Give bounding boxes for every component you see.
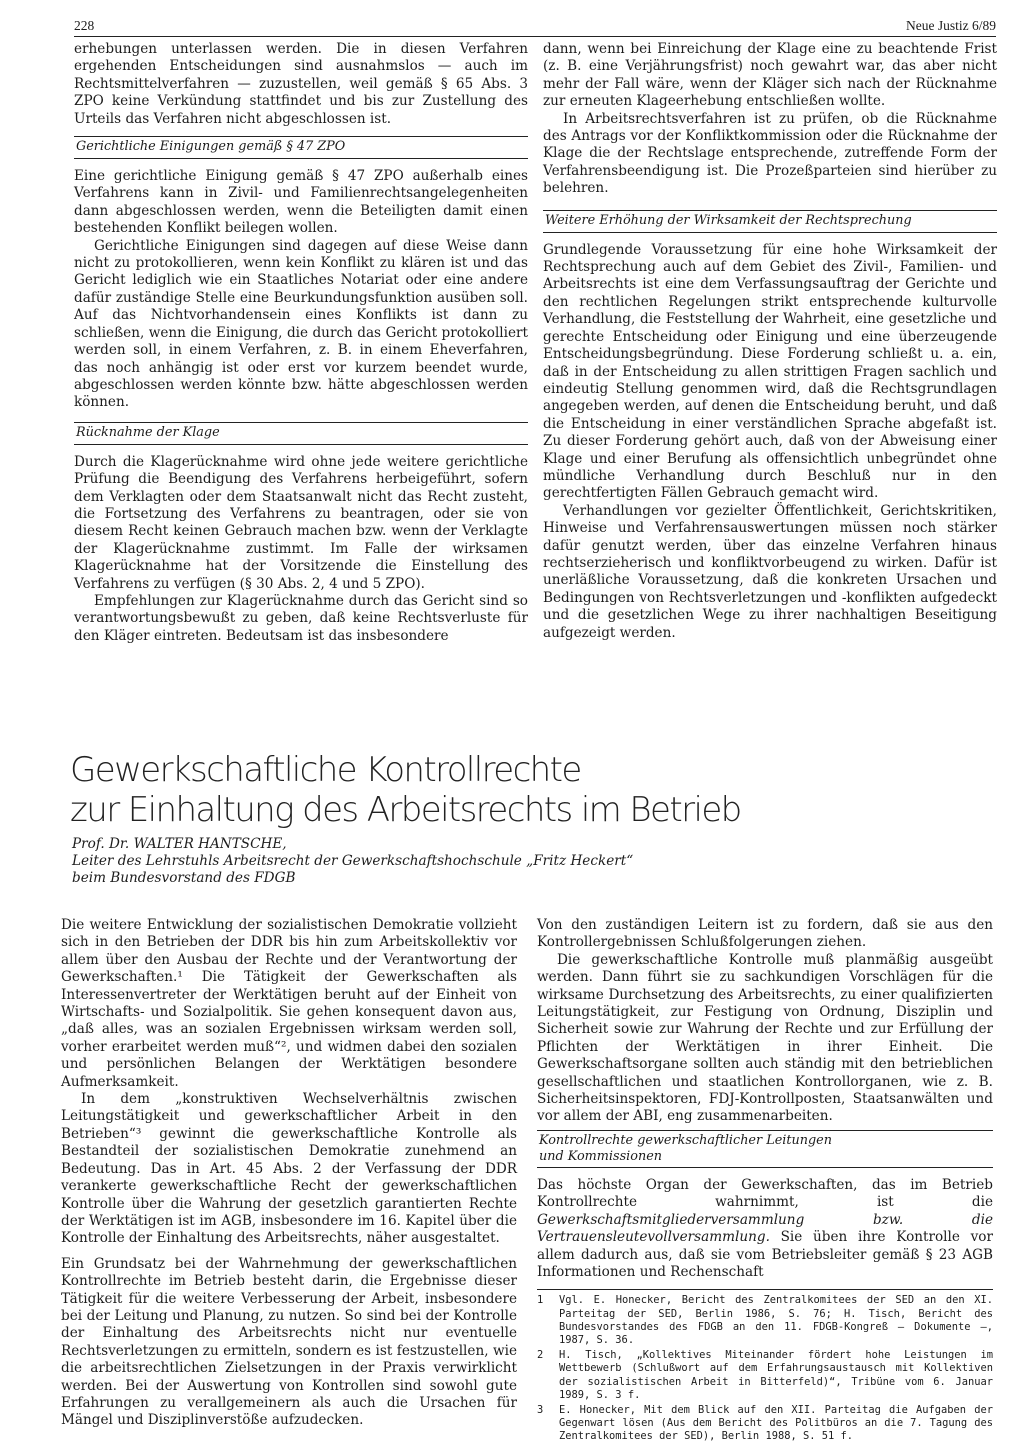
section-heading <box>537 1130 993 1168</box>
paragraph: Durch die Klagerücknahme wird ohne jede weitere gerichtliche Prüfung die Beendigung des Verfahrens herbeigeführt, sofern dem Verklagten oder dem Staatsanwalt nicht das Recht zusteht, die Fortsetzung des Verfahrens zu beantragen, oder sie von diesem Recht keinen Gebrauch machen bzw. wenn der Verklagte der Klagerücknahme zustimmt. Im Falle der wirksamen Klagerücknahme hat der Vorsitzende die Einstellung des Verfahrens zu verfügen (§ 30 Abs. 2, 4 und 5 ZPO). <box>74 453 528 592</box>
section-heading: Rücknahme der Klage <box>74 422 528 445</box>
paragraph: In dem „konstruktiven Wechselverhältnis zwischen Leitungstätigkeit und gewerkschaftlicher Arbeit in den Betrieben“³ gewinnt die gewerkschaftliche Kontrolle als Bestandteil der sozialistischen Demokratie zunehmend an Bedeutung. Das in Art. 45 Abs. 2 der Verfassung der DDR verankerte gewerkschaftliche Recht der gewerkschaftlichen Kontrolle über die Wahrung der gesetzlich garantierten Rechte der Werktätigen ist im AGB, insbesondere im 16. Kapitel über die Kontrolle der Einhaltung des Arbeitsrechts, näher ausgestaltet. <box>61 1091 517 1247</box>
footnote <box>537 1349 993 1402</box>
paragraph: Empfehlungen zur Klagerücknahme durch das Gericht sind so verantwortungsbewußt zu geben, daß keine Rechtsverluste für den Kläger eintreten. Bedeutsam ist das insbesondere <box>74 592 528 644</box>
article-title-line: Gewerkschaftliche Kontrollrechte <box>70 750 581 790</box>
footnote-number: 2 <box>537 1349 544 1362</box>
bottom-right-column <box>537 917 993 1446</box>
top-left-column <box>74 41 528 645</box>
section-heading-line: und Kommissionen <box>539 1148 663 1164</box>
bottom-left-column <box>61 917 517 1430</box>
paragraph: Die weitere Entwicklung der sozialistischen Demokratie vollzieht sich in den Betrieben der DDR bis hin zum Arbeitskollektiv vor allem über den Ausbau der Rechte und der Verantwortung der Gewerkschaften.¹ Die Tätigkeit der Gewerkschaften als Interessenvertreter der Werktätigen beruht auf der Einheit von Wirtschafts- und Sozialpolitik. Sie gehen konsequent davon aus, „daß alles, was an sozialen Ergebnissen wirksam werden soll, vorher erarbeitet werden muß“², und widmen dabei den sozialen und persönlichen Belangen der Werktätigen besondere Aufmerksamkeit. <box>61 917 517 1090</box>
footnote-text: E. Honecker, Mit dem Blick auf den XII. Parteitag die Aufgaben der Gegenwart lösen (Aus dem Bericht des Politbüros an die 7. Tagung des Zentralkomitees der SED), Berlin 1988, S. 51 f. <box>559 1403 993 1443</box>
page-number: 228 <box>74 18 95 33</box>
footnote-number: 3 <box>537 1403 544 1416</box>
article-title-line: zur Einhaltung des Arbeitsrechts im Betrieb <box>70 790 741 830</box>
author-affiliation: beim Bundesvorstand des FDGB <box>72 870 296 887</box>
paragraph: erhebungen unterlassen werden. Die in diesen Verfahren ergehenden Entscheidungen sind ausnahmslos — auch im Rechtsmittelverfahren — zuzustellen, weil gemäß § 65 Abs. 3 ZPO keine Verkündung stattfindet und bis zur Zustellung des Urteils das Verfahren nicht abgeschlossen ist. <box>74 41 528 127</box>
footnotes <box>537 1289 993 1443</box>
paragraph: Die gewerkschaftliche Kontrolle muß planmäßig ausgeübt werden. Dann führt sie zu sachkundigen Vorschlägen für die wirksame Durchsetzung des Arbeitsrechts, zu einer qualifizierten Leitungstätigkeit, zur Festigung von Ordnung, Disziplin und Sicherheit sowie zur Wahrung der Rechte und zur Erfüllung der Pflichten der Werktätigen in ihrer Einheit. Die Gewerkschaftsorgane sollten auch ständig mit den betrieblichen gesellschaftlichen und staatlichen Kontrollorganen, wie z. B. Sicherheitsinspektoren, FDJ-Kontrollposten, Staatsanwälten und vor allem der ABI, eng zusammenarbeiten. <box>537 951 993 1125</box>
footnote <box>537 1294 993 1347</box>
paragraph: In Arbeitsrechtsverfahren ist zu prüfen, ob die Rücknahme des Antrags vor der Konfliktkommission oder die Rücknahme der Klage die der Rechtslage entsprechende, zutreffende Form der Verfahrensbeendigung ist. Die Prozeßparteien sind hierüber zu belehren. <box>543 110 997 197</box>
footnote-number: 1 <box>537 1294 544 1307</box>
text-run-italic: Gewerkschaftsmitgliederversammlung bzw. die Vertrauensleutevollversammlung. <box>537 1211 993 1246</box>
paragraph: Gerichtliche Einigungen sind dagegen auf diese Weise dann nicht zu protokollieren, wenn kein Konflikt zu klären ist und das Gericht lediglich wie ein Staatliches Notariat oder eine andere dafür zuständige Stelle eine Beurkundungsfunktion ausüben soll. Auf das Nichtvorhandensein eines Konflikts ist dann zu schließen, wenn die Einigung, die durch das Gericht protokolliert werden soll, in einem Verfahren, z. B. in einem Eheverfahren, das noch anhängig ist oder erst vor kurzem beendet wurde, abgeschlossen werden könnte bzw. hätte abgeschlossen werden können. <box>74 237 528 411</box>
footnote <box>537 1404 993 1444</box>
paragraph <box>537 1177 993 1281</box>
paragraph: Verhandlungen vor gezielter Öffentlichkeit, Gerichtskritiken, Hinweise und Verfahrensauswertungen müssen noch stärker dafür genutzt werden, über das einzelne Verfahren hinaus rechtserzieherisch und konfliktvorbeugend zu wirken. Dafür ist unerläßliche Voraussetzung, daß die konkreten Ursachen und Bedingungen von Rechtsverletzungen und -konflikten aufgedeckt und die gesetzlichen Wege zu ihrer nachhaltigen Beseitigung aufgezeigt werden. <box>543 502 997 641</box>
paragraph: Ein Grundsatz bei der Wahrnehmung der gewerkschaftlichen Kontrollrechte im Betrieb besteht darin, die Ergebnisse dieser Tätigkeit für die weitere Verbesserung der Arbeit, insbesondere bei der Leitung und Planung, zu nutzen. So sind bei der Kontrolle der Einhaltung des Arbeitsrechts nicht nur eventuelle Rechtsverletzungen zu ermitteln, sondern es ist festzustellen, wie die arbeitsrechtlichen Zielsetzungen in der Praxis verwirklicht werden. Bei der Auswertung von Kontrollen sind sowohl gute Erfahrungen zu verallgemeinern als auch die Ursachen für Mängel und Disziplinverstöße aufzudecken. <box>61 1255 517 1429</box>
author-name: Prof. Dr. WALTER HANTSCHE, <box>72 836 287 852</box>
header-rule <box>74 36 996 37</box>
article-title <box>70 750 741 830</box>
paragraph: Grundlegende Voraussetzung für eine hohe Wirksamkeit der Rechtsprechung auch auf dem Gebiet des Zivil-, Familien- und Arbeitsrechts ist eine dem Verfassungsauftrag der Gerichte und den rechtlichen Regelungen strikt entsprechende kulturvolle Verhandlung, die Feststellung der Wahrheit, eine gesetzliche und gerechte Entscheidung oder Einigung und eine überzeugende Entscheidungsbegründung. Diese Forderung schließt u. a. ein, daß in der Entscheidung zu allen strittigen Fragen sachlich und eindeutig Stellung genommen wird, daß die Rechtsgrundlagen angegeben werden, auf denen die Entscheidung beruht, und daß die Entscheidung in einer verständlichen Sprache abgefaßt ist. Zu dieser Forderung gehört auch, daß von der Abweisung einer Klage und einer Berufung als offensichtlich unbegründet ohne mündliche Verhandlung durch Beschluß nur in den gerechtfertigten Fällen Gebrauch gemacht wird. <box>543 241 997 502</box>
paragraph: dann, wenn bei Einreichung der Klage eine zu beachtende Frist (z. B. eine Verjährungsfrist) noch gewahrt war, das aber nicht mehr der Fall wäre, wenn der Kläger sich nach der Rücknahme zur erneuten Klageerhebung entschließen wollte. <box>543 41 997 110</box>
paragraph: Eine gerichtliche Einigung gemäß § 47 ZPO außerhalb eines Verfahrens kann in Zivil- und Familienrechtsangelegenheiten dann abgeschlossen werden, wenn die Beteiligten damit einen bestehenden Konflikt beilegen wollen. <box>74 168 528 237</box>
footnote-text: H. Tisch, „Kollektives Miteinander fördert hohe Leistungen im Wettbewerb (Schlußwort auf dem Erfahrungsaustausch mit Kollektiven der sozialistischen Arbeit in Bitterfeld)“, Tribüne vom 6. Januar 1989, S. 3 f. <box>559 1349 993 1401</box>
paragraph: Von den zuständigen Leitern ist zu fordern, daß sie aus den Kontrollergebnissen Schlußfolgerungen ziehen. <box>537 917 993 951</box>
section-heading: Weitere Erhöhung der Wirksamkeit der Rechtsprechung <box>543 210 997 233</box>
footnote-rule <box>537 1289 993 1290</box>
journal-issue: Neue Justiz 6/89 <box>906 18 996 33</box>
top-right-column <box>543 41 997 642</box>
section-heading: Gerichtliche Einigungen gemäß § 47 ZPO <box>74 136 528 159</box>
author-block <box>72 836 752 888</box>
text-run: Sie üben ihre Kontrolle vor allem dadurch aus, daß sie vom Betriebsleiter gemäß § 23 AGB Informationen und Rechenschaft <box>537 1229 993 1280</box>
text-run: Das höchste Organ der Gewerkschaften, das im Betrieb Kontrollrechte wahrnimmt, ist die <box>537 1176 993 1211</box>
section-heading-line: Kontrollrechte gewerkschaftlicher Leitungen <box>539 1132 832 1148</box>
author-affiliation: Leiter des Lehrstuhls Arbeitsrecht der Gewerkschaftshochschule „Fritz Heckert“ <box>72 853 634 870</box>
footnote-text: Vgl. E. Honecker, Bericht des Zentralkomitees der SED an den XI. Parteitag der SED, Berlin 1986, S. 76; H. Tisch, Bericht des Bundesvorstandes des FDGB an den 11. FDGB-Kongreß – Dokumente –, 1987, S. 36. <box>559 1294 993 1346</box>
